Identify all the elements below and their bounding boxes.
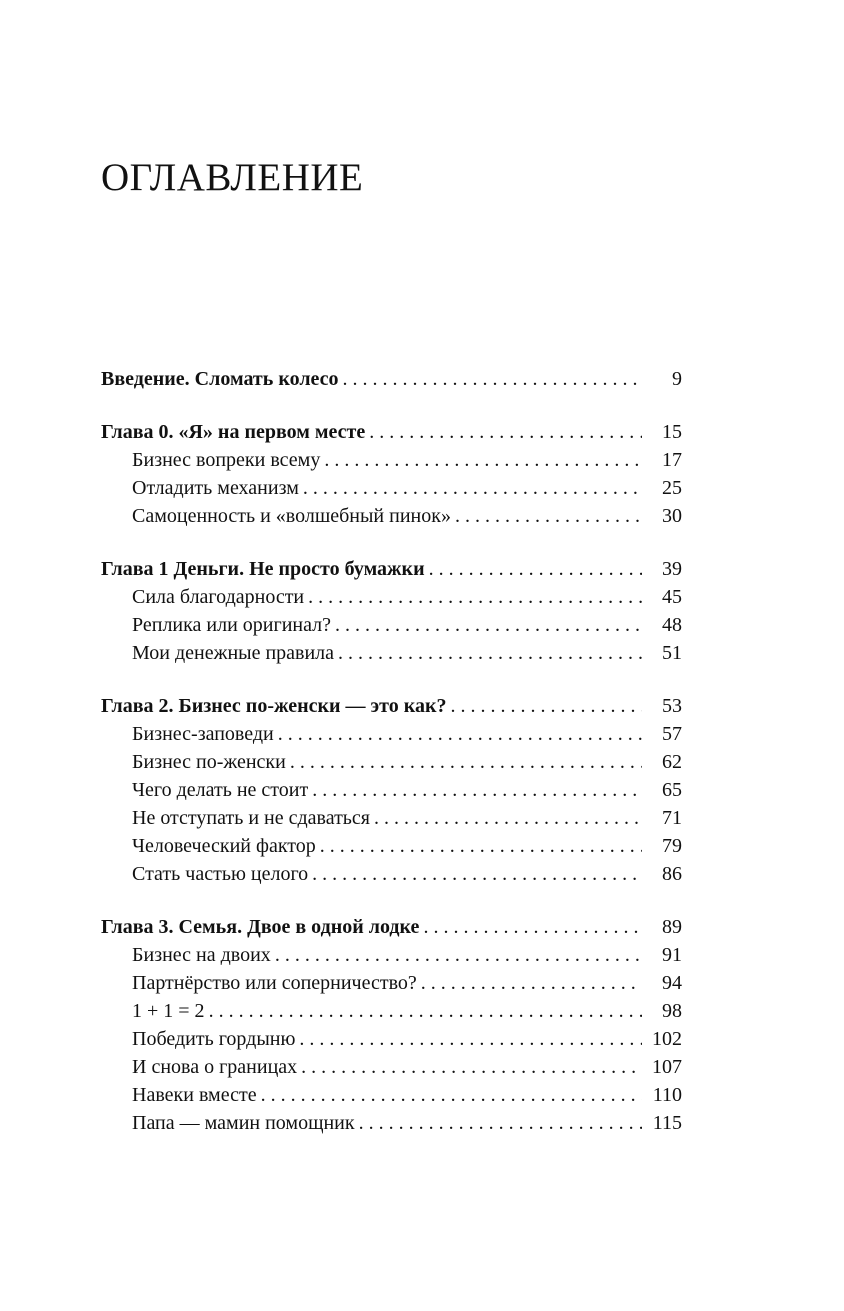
page-number: 71 (662, 807, 682, 829)
toc-group (101, 555, 682, 667)
dot-leader (320, 832, 642, 860)
section-title: Бизнес вопреки всему (132, 449, 321, 471)
section-title: Мои денежные правила (132, 642, 335, 664)
toc-section-entry (101, 969, 682, 997)
dot-leader (261, 1081, 642, 1109)
toc-section-entry (101, 446, 682, 474)
page-number: 89 (662, 916, 682, 938)
page-number: 115 (652, 1112, 682, 1134)
toc-chapter-entry (101, 913, 682, 941)
dot-leader (421, 969, 642, 997)
page-number: 98 (662, 1000, 682, 1022)
toc-group (101, 692, 682, 888)
section-title: И снова о границах (132, 1056, 298, 1078)
toc-section-entry (101, 832, 682, 860)
dot-leader (312, 776, 642, 804)
section-title: Бизнес на двоих (132, 944, 271, 966)
dot-leader (324, 446, 642, 474)
dot-leader (278, 720, 642, 748)
toc-group (101, 418, 682, 530)
toc-group (101, 913, 682, 1137)
page-number: 9 (672, 368, 682, 390)
dot-leader (312, 860, 642, 888)
chapter-title: Введение. Сломать колесо (101, 368, 339, 390)
page-number: 79 (662, 835, 682, 857)
dot-leader (343, 365, 642, 393)
toc-section-entry (101, 1109, 682, 1137)
page-number: 62 (662, 751, 682, 773)
dot-leader (451, 692, 643, 720)
dot-leader (275, 941, 642, 969)
section-title: Отладить механизм (132, 477, 299, 499)
section-title: Не отступать и не сдаваться (132, 807, 371, 829)
page-number: 45 (662, 586, 682, 608)
dot-leader (301, 1053, 642, 1081)
dot-leader (369, 418, 642, 446)
toc-section-entry (101, 1081, 682, 1109)
toc-chapter-entry (101, 555, 682, 583)
chapter-title: Глава 1 Деньги. Не просто бумажки (101, 558, 425, 580)
toc-group (101, 365, 682, 393)
section-title: Партнёрство или соперничество? (132, 972, 417, 994)
dot-leader (374, 804, 642, 832)
page-number: 48 (662, 614, 682, 636)
page-number: 51 (662, 642, 682, 664)
section-title: Папа — мамин помощник (132, 1112, 355, 1134)
toc-section-entry (101, 639, 682, 667)
page-number: 86 (662, 863, 682, 885)
chapter-title: Глава 3. Семья. Двое в одной лодке (101, 916, 420, 938)
table-of-contents (101, 365, 682, 1162)
section-title: Реплика или оригинал? (132, 614, 332, 636)
toc-section-entry (101, 997, 682, 1025)
toc-section-entry (101, 748, 682, 776)
dot-leader (455, 502, 642, 530)
toc-section-entry (101, 1053, 682, 1081)
chapter-title: Глава 0. «Я» на первом месте (101, 421, 366, 443)
section-title: Самоценность и «волшебный пинок» (132, 505, 451, 527)
section-title: Бизнес-заповеди (132, 723, 274, 745)
page-number: 107 (652, 1056, 682, 1078)
page-number: 17 (662, 449, 682, 471)
page-number: 110 (652, 1084, 682, 1106)
dot-leader (299, 1025, 642, 1053)
dot-leader (423, 913, 642, 941)
page-number: 91 (662, 944, 682, 966)
toc-section-entry (101, 804, 682, 832)
dot-leader (359, 1109, 642, 1137)
toc-section-entry (101, 720, 682, 748)
toc-chapter-entry (101, 692, 682, 720)
section-title: Бизнес по-женски (132, 751, 286, 773)
toc-section-entry (101, 583, 682, 611)
toc-section-entry (101, 860, 682, 888)
section-title: Стать частью целого (132, 863, 309, 885)
toc-section-entry (101, 941, 682, 969)
section-title: Сила благодарности (132, 586, 305, 608)
page-number: 30 (662, 505, 682, 527)
section-title: Победить гордыню (132, 1028, 296, 1050)
page-number: 57 (662, 723, 682, 745)
page-number: 39 (662, 558, 682, 580)
chapter-title: Глава 2. Бизнес по-женски — это как? (101, 695, 447, 717)
section-title: Навеки вместе (132, 1084, 257, 1106)
dot-leader (338, 639, 642, 667)
dot-leader (290, 748, 642, 776)
toc-section-entry (101, 611, 682, 639)
page-number: 15 (662, 421, 682, 443)
dot-leader (335, 611, 642, 639)
toc-section-entry (101, 474, 682, 502)
dot-leader (303, 474, 642, 502)
section-title: Чего делать не стоит (132, 779, 309, 801)
toc-section-entry (101, 776, 682, 804)
page-number: 102 (652, 1028, 682, 1050)
toc-chapter-entry (101, 418, 682, 446)
dot-leader (429, 555, 642, 583)
page-title: ОГЛАВЛЕНИЕ (101, 156, 364, 199)
dot-leader (209, 997, 642, 1025)
toc-chapter-entry (101, 365, 682, 393)
section-title: 1 + 1 = 2 (132, 1000, 205, 1022)
page-number: 94 (662, 972, 682, 994)
page-number: 25 (662, 477, 682, 499)
dot-leader (308, 583, 642, 611)
section-title: Человеческий фактор (132, 835, 316, 857)
page-number: 65 (662, 779, 682, 801)
toc-section-entry (101, 502, 682, 530)
toc-section-entry (101, 1025, 682, 1053)
page-number: 53 (662, 695, 682, 717)
